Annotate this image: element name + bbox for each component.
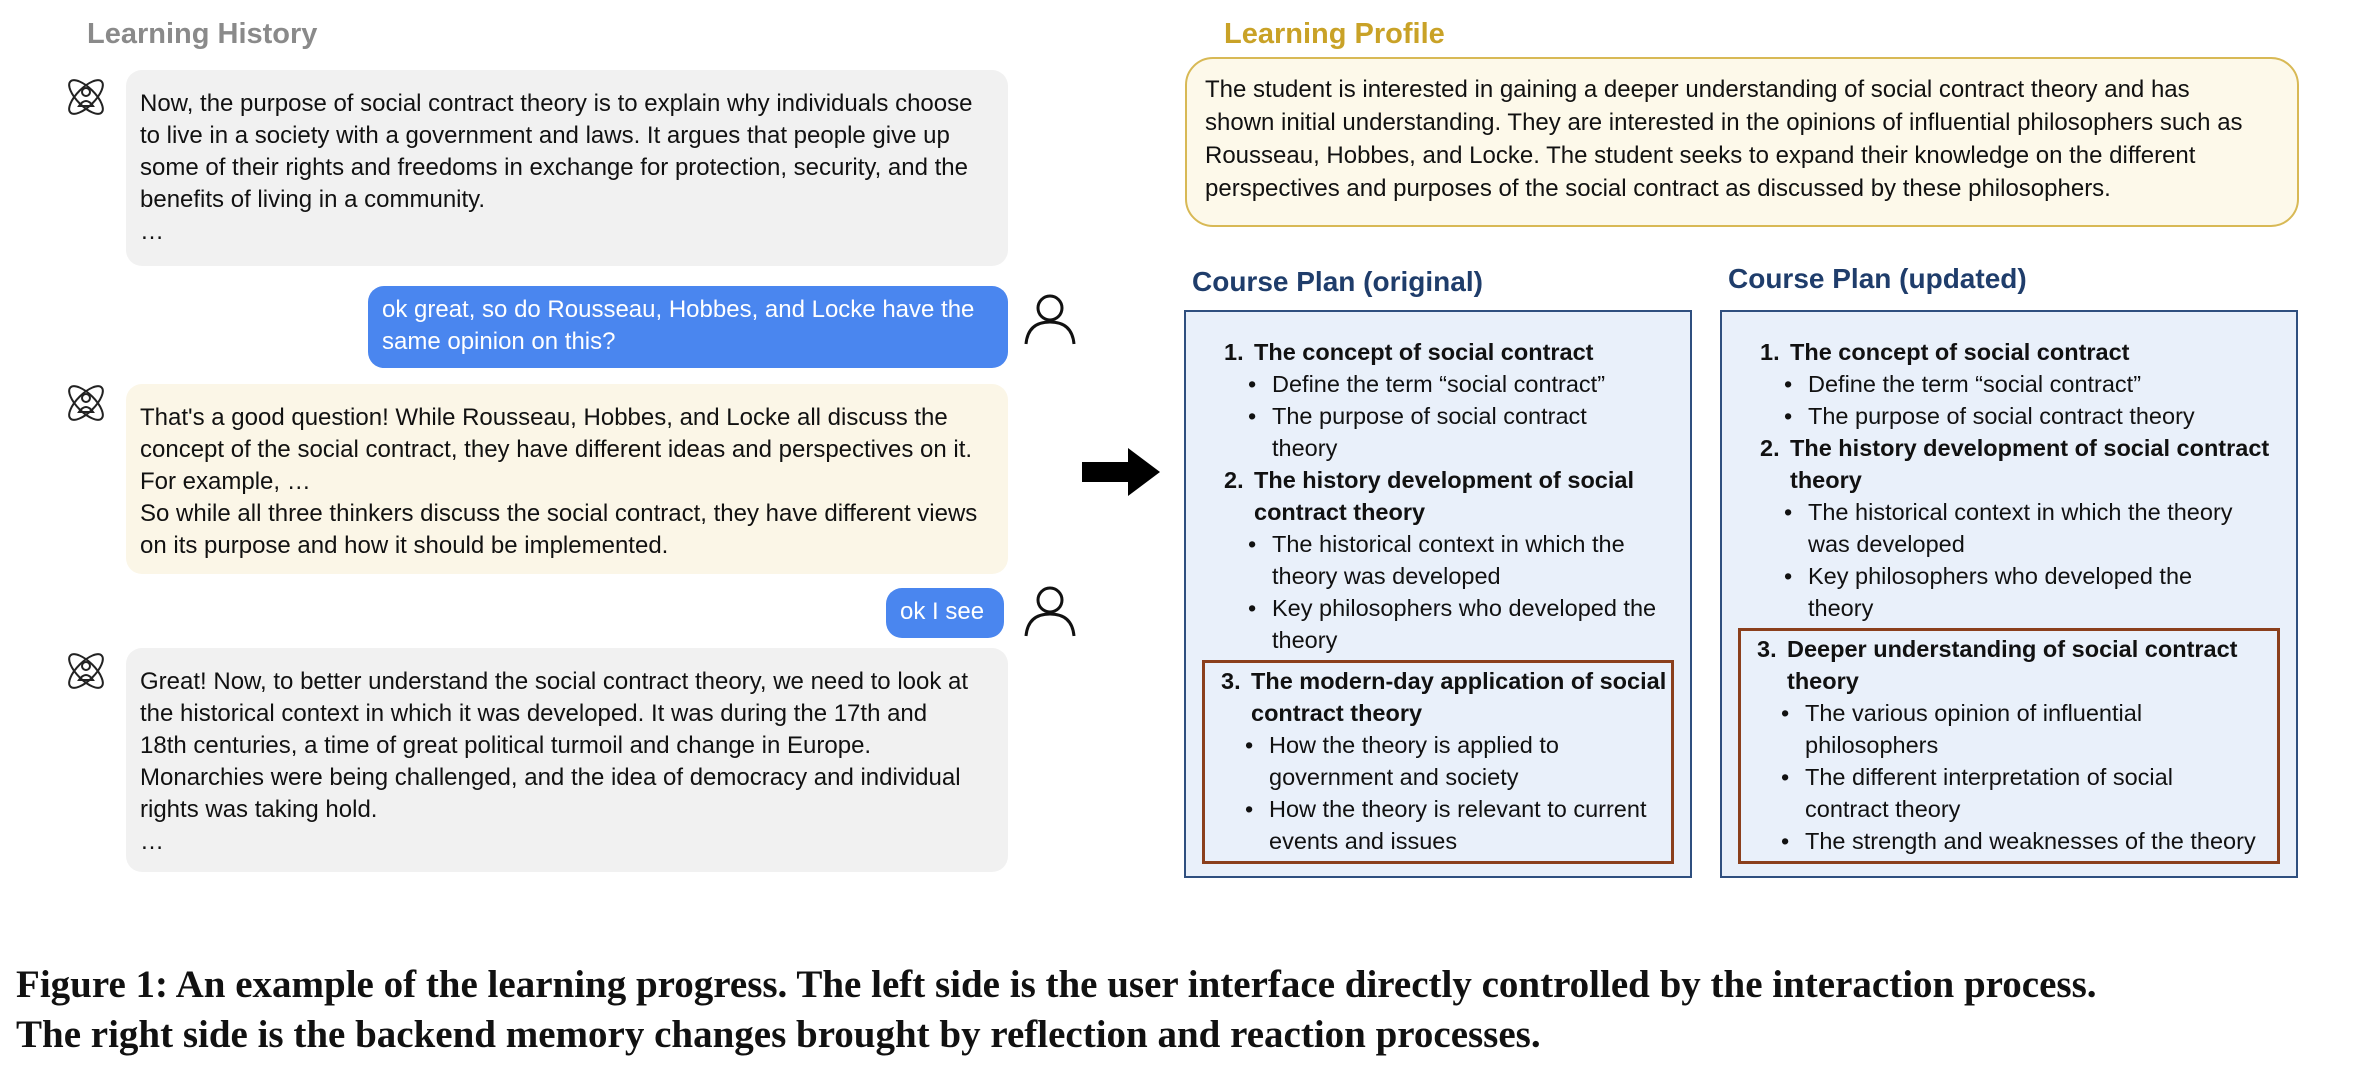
bullet-line: contract theory xyxy=(1805,796,1961,822)
bullet-line: The purpose of social contract theory xyxy=(1808,403,2195,429)
user-message-2 xyxy=(886,588,1004,638)
learning-history-title: Learning History xyxy=(87,18,318,50)
course-plan-updated xyxy=(1720,310,2298,878)
message-line: Monarchies were being challenged, and the idea of democracy and individual xyxy=(140,764,961,791)
plan-bullet: • Key philosophers who developed the theory xyxy=(1732,560,2286,624)
section-title-line: Deeper understanding of social contract xyxy=(1787,636,2238,662)
user-icon xyxy=(1022,582,1078,638)
plan-bullet: • The purpose of social contract theory xyxy=(1784,403,2195,429)
profile-line: Rousseau, Hobbes, and Locke. The student seeks to expand their knowledge on the different xyxy=(1205,142,2196,169)
ai-tutor-icon xyxy=(61,72,111,122)
bullet-line: was developed xyxy=(1808,531,1965,557)
section-title-line: The history development of social contract xyxy=(1790,435,2270,461)
plan-bullet: • How the theory is relevant to current events and issues xyxy=(1205,793,1671,857)
plan-section-heading xyxy=(1741,633,2277,697)
caption-line: The right side is the backend memory changes brought by reflection and reaction processes. xyxy=(16,1013,1541,1056)
message-line: concept of the social contract, they have different ideas and perspectives on it. xyxy=(140,436,973,463)
changed-section-highlight xyxy=(1202,660,1674,864)
section-title-line: theory xyxy=(1787,668,1859,694)
course-plan-original xyxy=(1184,310,1692,878)
section-title-line: contract theory xyxy=(1251,700,1423,726)
message-line: same opinion on this? xyxy=(382,328,616,355)
section-number: 3. xyxy=(1221,668,1241,694)
assistant-message-3 xyxy=(126,648,1008,872)
bullet-line: Key philosophers who developed the xyxy=(1808,563,2193,589)
assistant-message-2 xyxy=(126,384,1008,574)
bullet-line: How the theory is applied to xyxy=(1269,732,1559,758)
plan-section-heading xyxy=(1196,336,1680,368)
section-number: 2. xyxy=(1760,435,1780,461)
figure-caption xyxy=(16,960,2356,1060)
bullet-line: philosophers xyxy=(1805,732,1939,758)
section-title-line: contract theory xyxy=(1254,499,1426,525)
bullet-line: theory xyxy=(1272,435,1338,461)
bullet-line: Key philosophers who developed the xyxy=(1272,595,1657,621)
plan-section-heading xyxy=(1196,464,1680,528)
profile-line: shown initial understanding. They are interested in the opinions of influential philosophers such as xyxy=(1205,109,2243,136)
course-plan-updated-title: Course Plan (updated) xyxy=(1728,263,2027,294)
plan-bullet: • The historical context in which the theory was developed xyxy=(1196,528,1680,592)
plan-bullet: • The purpose of social contract theory xyxy=(1196,400,1680,464)
plan-section-heading xyxy=(1732,336,2286,368)
bullet-line: The various opinion of influential xyxy=(1805,700,2143,726)
message-line: benefits of living in a community. xyxy=(140,186,486,213)
bullet-line: Define the term “social contract” xyxy=(1272,371,1606,397)
changed-section-highlight xyxy=(1738,628,2280,864)
ai-tutor-icon xyxy=(61,378,111,428)
bullet-line: The different interpretation of social xyxy=(1805,764,2173,790)
message-line: 18th centuries, a time of great political turmoil and change in Europe. xyxy=(140,732,872,759)
message-line: rights was taking hold. xyxy=(140,796,378,823)
message-line: some of their rights and freedoms in exchange for protection, security, and the xyxy=(140,154,968,181)
bullet-line: Define the term “social contract” xyxy=(1808,371,2142,397)
bullet-line: The strength and weaknesses of the theory xyxy=(1805,828,2256,854)
message-line: … xyxy=(140,218,164,245)
ai-tutor-icon xyxy=(61,646,111,696)
bullet-line: theory xyxy=(1808,595,1874,621)
message-line: ok great, so do Rousseau, Hobbes, and Locke have the xyxy=(382,296,975,323)
message-line: So while all three thinkers discuss the social contract, they have different views xyxy=(140,500,978,527)
bullet-line: theory was developed xyxy=(1272,563,1501,589)
bullet-line: theory xyxy=(1272,627,1338,653)
plan-bullet: • Define the term “social contract” xyxy=(1248,371,1606,397)
message-line: … xyxy=(140,828,164,855)
message-line: on its purpose and how it should be implemented. xyxy=(140,532,669,559)
plan-bullet: • How the theory is applied to government and society xyxy=(1205,729,1671,793)
plan-bullet: • The various opinion of influential philosophers xyxy=(1741,697,2277,761)
message-line: the historical context in which it was developed. It was during the 17th and xyxy=(140,700,928,727)
message-line: For example, … xyxy=(140,468,311,495)
plan-bullet: • The historical context in which the theory was developed xyxy=(1732,496,2286,560)
section-title-line: The history development of social xyxy=(1254,467,1634,493)
message-line: Great! Now, to better understand the social contract theory, we need to look at xyxy=(140,668,969,695)
plan-section-heading xyxy=(1205,665,1671,729)
section-title-line: The concept of social contract xyxy=(1790,339,2130,365)
message-line: to live in a society with a government and laws. It argues that people give up xyxy=(140,122,950,149)
learning-profile-title: Learning Profile xyxy=(1224,18,1445,50)
bullet-line: government and society xyxy=(1269,764,1519,790)
bullet-line: The purpose of social contract xyxy=(1272,403,1587,429)
assistant-message-1 xyxy=(126,70,1008,266)
section-number: 2. xyxy=(1224,467,1244,493)
profile-line: The student is interested in gaining a deeper understanding of social contract theory and has xyxy=(1205,76,2190,103)
right-arrow-icon xyxy=(1082,446,1162,498)
bullet-line: How the theory is relevant to current xyxy=(1269,796,1647,822)
bullet-line: events and issues xyxy=(1269,828,1458,854)
message-line: Now, the purpose of social contract theory is to explain why individuals choose xyxy=(140,90,973,117)
section-number: 1. xyxy=(1760,339,1780,365)
course-plan-original-title: Course Plan (original) xyxy=(1192,266,1483,297)
caption-line: Figure 1: An example of the learning progress. The left side is the user interface directly controlled by the interaction process. xyxy=(16,963,2097,1006)
plan-bullet: • The different interpretation of social contract theory xyxy=(1741,761,2277,825)
message-line: That's a good question! While Rousseau, Hobbes, and Locke all discuss the xyxy=(140,404,948,431)
user-icon xyxy=(1022,290,1078,346)
section-title-line: The modern-day application of social xyxy=(1251,668,1667,694)
section-number: 3. xyxy=(1757,636,1777,662)
message-line: ok I see xyxy=(900,598,985,625)
learning-profile-box xyxy=(1185,57,2299,227)
section-number: 1. xyxy=(1224,339,1244,365)
bullet-line: The historical context in which the theory xyxy=(1808,499,2233,525)
section-title-line: The concept of social contract xyxy=(1254,339,1594,365)
bullet-line: The historical context in which the xyxy=(1272,531,1625,557)
plan-bullet: • Define the term “social contract” xyxy=(1784,371,2142,397)
plan-section-heading xyxy=(1732,432,2286,496)
profile-line: perspectives and purposes of the social contract as discussed by these philosophers. xyxy=(1205,175,2111,202)
user-message-1 xyxy=(368,286,1008,368)
plan-bullet: • Key philosophers who developed the theory xyxy=(1196,592,1680,656)
plan-bullet: • The strength and weaknesses of the theory xyxy=(1781,828,2256,854)
section-title-line: theory xyxy=(1790,467,1862,493)
